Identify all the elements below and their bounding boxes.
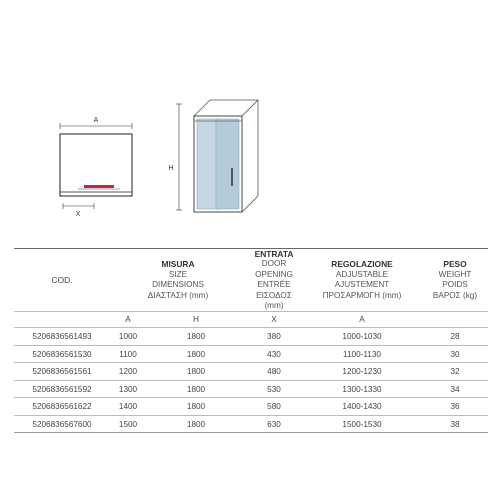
size-a: 1200 [110, 363, 146, 381]
table-row [14, 415, 488, 433]
adjustable-column-header: REGOLAZIONE ADJUSTABLE AJUSTEMENT ΠΡΟΣΑΡΜΟΓΗ (mm) [322, 259, 402, 300]
code-column-header: COD. [51, 275, 73, 286]
size-h: 1800 [146, 415, 246, 433]
size-h: 1800 [146, 380, 246, 398]
dimension-x-label: X [75, 211, 81, 218]
size-column-header: MISURA SIZE DIMENSIONS ΔΙΑΣΤΑΣΗ (mm) [147, 259, 209, 300]
table-header-row [14, 249, 488, 312]
product-code: 5206836567600 [14, 415, 110, 433]
adjustment-range: 1500-1530 [302, 415, 422, 433]
opening-x: 380 [246, 328, 302, 346]
size-a: 1100 [110, 345, 146, 363]
front-elevation-diagram [168, 100, 258, 212]
subheader-a: A [110, 312, 146, 328]
dimension-h-label: H [168, 165, 174, 172]
opening-x: 430 [246, 345, 302, 363]
opening-x: 480 [246, 363, 302, 381]
table-row [14, 328, 488, 346]
table-row [14, 398, 488, 416]
opening-x: 530 [246, 380, 302, 398]
dimension-a-label: A [93, 117, 99, 124]
adjustment-range: 1300-1330 [302, 380, 422, 398]
opening-x: 580 [246, 398, 302, 416]
product-code: 5206836561622 [14, 398, 110, 416]
adjustment-range: 1400-1430 [302, 398, 422, 416]
table-row [14, 380, 488, 398]
size-a: 1300 [110, 380, 146, 398]
size-h: 1800 [146, 398, 246, 416]
weight-value: 34 [422, 380, 488, 398]
subheader-h: H [146, 312, 246, 328]
subheader-adj-a: A [302, 312, 422, 328]
size-h: 1800 [146, 328, 246, 346]
product-code: 5206836561530 [14, 345, 110, 363]
product-code: 5206836561561 [14, 363, 110, 381]
product-code: 5206836561493 [14, 328, 110, 346]
adjustment-range: 1200-1230 [302, 363, 422, 381]
sliding-door-handle [84, 185, 114, 188]
weight-value: 36 [422, 398, 488, 416]
top-view-plan-diagram [60, 117, 132, 218]
size-a: 1500 [110, 415, 146, 433]
weight-value: 32 [422, 363, 488, 381]
door-handle-icon [231, 168, 233, 186]
table-row [14, 363, 488, 381]
table-subheader-row [14, 312, 488, 328]
adjustment-range: 1100-1130 [302, 345, 422, 363]
technical-diagrams [0, 0, 500, 240]
weight-column-header: PESO WEIGHT POIDS ΒΑΡΟΣ (kg) [432, 259, 478, 300]
weight-value: 30 [422, 345, 488, 363]
opening-x: 630 [246, 415, 302, 433]
size-a: 1400 [110, 398, 146, 416]
door-opening-column-header: ENTRATA DOOR OPENING ENTRÉE ΕΙΣΟΔΟΣ (mm) [254, 249, 294, 311]
weight-value: 38 [422, 415, 488, 433]
table-row [14, 345, 488, 363]
adjustment-range: 1000-1030 [302, 328, 422, 346]
size-h: 1800 [146, 345, 246, 363]
subheader-x: X [246, 312, 302, 328]
product-code: 5206836561592 [14, 380, 110, 398]
weight-value: 28 [422, 328, 488, 346]
size-h: 1800 [146, 363, 246, 381]
specification-table [14, 248, 488, 433]
size-a: 1000 [110, 328, 146, 346]
